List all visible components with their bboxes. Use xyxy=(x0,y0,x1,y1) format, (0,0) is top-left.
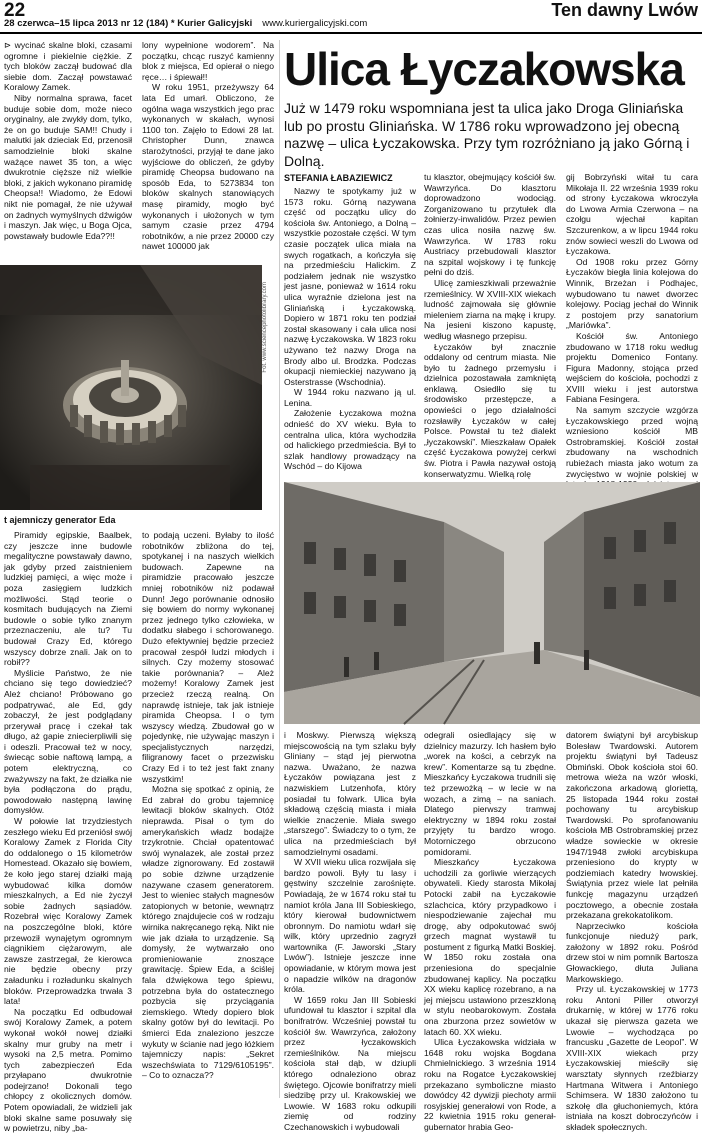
paragraph: Od 1908 roku przez Górny Łyczaków biegła linia kolejowa do Winnik, Brzeżan i Podhajec, wybudowano tu nawet dworzec kolejowy. Pociąg jechał do Winnik z postojem przy sanatorium „Mariówka”. xyxy=(566,256,698,331)
paragraph: W XVII wieku ulica rozwijała się bardzo powoli. Były tu lasy i gęstwiny szczelnie zarośnięte. Powiadają, że w 1674 roku stał tu namiot króla Jana III Sobieskiego, który kierował budownictwem obronnym. Do namiotu wdarł się wilk, który uprzednio zagryzł wartownika (F. Jaworski „Stary Lwów”). Istnieje jeszcze inne opowiadanie, w którym mowa jest o napadzie wilków na dragonów króla. xyxy=(284,857,416,995)
article-top-col2 xyxy=(424,172,556,478)
paragraph: W 1659 roku Jan III Sobieski ufundował tu klasztor i szpital dla bonifratrów. Wcześniej powstał tu kościół św. Wawrzyńca, założony przez łyczakowskich rzemieślników. Na miejscu kościoła stał dąb, w dziupli którego odnaleziono obraz świętego. Ojcowie bonifratrzy mieli siedzibę przy ul. Krakowskiej we Lwowie. W 1683 roku odkupili ziemię od rodziny Czechanowskich i wybudowali xyxy=(284,994,416,1132)
issue-line xyxy=(4,18,367,29)
left-top-col1 xyxy=(4,40,132,260)
paragraph: i Moskwy. Pierwszą większą miejscowością na tym szlaku były Gliniany – stąd jej pierwotna nazwa. Uważano, że nazwa Łyczaków powiązana jest z nazwiskiem Lutzenhofa, który posiadał tu folwark. Ulica była składową częścią miasta i miała wielkie znaczenie. Miała swego „starszego”. Świadczy to o tym, że ulica na przedmieściach był samodzielnymi osadami. xyxy=(284,730,416,857)
generator-photo xyxy=(0,265,262,510)
column-divider xyxy=(279,40,280,1098)
paragraph: Piramidy egipskie, Baalbek, czy jeszcze inne budowle megalityczne powstawały dawno, jak gdyby przed zaistnieniem ludzkiej pamięci, a więc może i poza zasięgiem ludzkich możliwości. Stąd teorie o kosmitach budujących na Ziemi budowle o sobie tylko znanym przeznaczeniu, ale tu? Tu budował Crazy Ed, którego wszyscy dobrze znali. Jak on to robił?? xyxy=(4,530,132,668)
paragraph: Przy ul. Łyczakowskiej w 1773 roku Antoni Piller otworzył drukarnię, w której w 1776 roku ukazał się pierwsza gazeta we Lwowie – wychodząca po francusku „Gazette de Leopol”. W XVIII-XIX wiekach przy Łyczakowskiej mieściły się warsztaty słynnych rzeźbiarzy Hartmana Witwera i Antoniego Schimsera. W 1830 założono tu szkołę dla głuchoniemych, która istniała na koszt dobroczyńców i składek społecznych. xyxy=(566,984,698,1132)
paragraph: ⊳ wycinać skalne bloki, czasami ogromne i piekielnie ciężkie. Z tych bloków zaczął budować dla siebie dom. Zaczął powstawać Koralowy Zamek. xyxy=(4,40,132,93)
article-top-col3 xyxy=(566,172,698,478)
paragraph: Naprzeciwko kościoła funkcjonuje niedużý park, założony w 1892 roku. Pośród drzew stoi w nim pomnik Bartosza Głowackiego, dłuta Juliana Markowskiego. xyxy=(566,920,698,984)
page-number: 22 xyxy=(4,0,26,21)
section-title: Ten dawny Lwów xyxy=(551,0,698,20)
paragraph: lony wypełnione wodorem”. Na początku, chcąc ruszyć kamienny blok z miejsca, Ed opierał o niego ręce… i śpiewał!! xyxy=(142,40,274,82)
article-bottom-col3 xyxy=(566,730,698,1132)
paragraph: Założenie Łyczakowa można odnieść do XV wieku. Była to centralna ulica, która wychodziła od halickiego przedmieścia. Był to szlak handlowy prowadzący na Wschód – do Kijowa xyxy=(284,408,416,472)
paragraph: Łyczaków był znacznie oddalony od centrum miasta. Nie było tu żadnego przemysłu i dzielnica pozostawała zamkniętą enklawą. Osiedlło się tu środowisko przestępcze, a opowieści o jego działalności rozsławiły Łyczaków w całej Polsce. Powstał tu też dialekt „łyczakowski”. Mieszkaław Opałek część Łyczakowa powyżej cerkwi św. Piotra i Pawła nazywał ostoją konserwatyzmu. Wielką rolę xyxy=(424,341,556,479)
article-author: STEFANIA ŁABAZIEWICZ xyxy=(284,173,393,183)
article-title: Ulica Łyczakowska xyxy=(284,43,684,95)
street-illustration xyxy=(284,482,700,724)
paragraph: Na samym szczycie wzgórza Łyczakowskiego przed wojną wzniesiono kościół MB Ostrobramskiej. Kościół został zbudowany na wschodnich rubieżach miasta jako wotum za zwycięstwo w wojnie polskiej w xyxy=(566,405,698,479)
paragraph: Kościół św. Antoniego zbudowano w 1718 roku według projektu Domenico Fontany. Figura Madonny, stojąca przed wejściem do kościoła, pochodzi z XVIII wieku i jest autorstwa Fabiana Fesingera. xyxy=(566,330,698,405)
paragraph: Mieszkańcy Łyczakowa uchodzili za gorliwie wierzących obywateli. Kiedy starosta Mikołaj Potocki zabił na Łyczakowie szlachcica, który przypadkowo i niespodziewanie zajechał mu drogę, aby odpokutować swój grzech magnat wystawił tu postument z figurką Matki Boskiej. W 1850 roku została ona przeniesiona do specjalnie zbudowanej kaplicy. Na początku XX wieku kaplicę rozebrano, a na jej miejscu ustawiono przeszkloną w stylu neobarokowym. Została ona zburzona przez sowietów w latach 60. XX wieku. xyxy=(424,857,556,1037)
paragraph: W połowie lat trzydziestych zeszłego wieku Ed przeniósł swój Koralowy Zamek z Florida City do oddalonego o 15 kilometrów Homestead. Okazało się bowiem, że koło jego starej działki mają wybudować kilka domów mieszkalnych, a Ed nie życzył sobie żadnych sąsiadów. Rozebrał więc Koralowy Zamek na poszczególne bloki, które przewoził wynajętym ogromnym ciągnikiem ciężarowym, ale zawsze zastrzegał, że kierowca nie będzie obecny przy załadunku i rozładunku skalnych bloków. Przeprowadzka trwała 3 lata! xyxy=(4,816,133,1007)
article-lead: Już w 1479 roku wspomniana jest ta ulica jako Droga Gliniańska lub po prostu Gliniańska. W 1786 roku wprowadzono jej obecną nazwę – ulica Łyczakowska. Przy tym rozróżniano ją jako Górną i Dolną. xyxy=(284,100,690,169)
paragraph: Nazwy te spotykamy już w 1573 roku. Górną nazywana część od początku ulicy do kościoła św. Antoniego, a Dolną – wszystkie pozostałe części. W tym czasie początek ulica miała na swych rogatkach, a kończyła się na przedmieściu Halickim. Z podziałem jednak nie wszystko jest jasne, ponieważ w 1614 roku ulica wyraźnie dzielona jest na Gliniańską i Łyczakowską. Dopiero w 1871 roku ten podział został skasowany i cała ulica nosi nazwę Łyczakowska. W 1823 roku używano też nazwy Droga na Brody albo ul. Brodzka. Podczas okupacji niemieckiej nazywano ją Osterstrasse (Wschodnia). xyxy=(284,186,416,387)
photo-credit: Fot. www.sciencephotolibrary.com xyxy=(262,282,268,373)
paragraph: Można się spotkać z opinią, że Ed zabrał do grobu tajemnicę lewitacji bloków skalnych. Otóż nieprawda. Pisał o tym do amerykańskich władz bodajże trzykrotnie. Chciał opatentować swój wynalazek, ale został przez władze zignorowany. Ed zostawił po sobie dziwne urządzenie nazywane czasem generatorem. Jest to wieniec stałych magnesów zatopionych w betonie, wewnątrz którego znajdujecie coś w rodzaju wirnika nakręcanego ręką. Nikt nie wie jak działa to urządzenie. Są domysły, że wytwarzało ono promieniowanie znoszące grawitację. Śpiew Eda, a ściślej fala dźwiękowa tego śpiewu, potrzebna była do ostatecznego pozbycia się przyciągania ziemskiego. Wtedy dopiero blok skalny gotów był do lewitacji. Po śmierci Eda znaleziono jeszcze wykuty w ścianie nad jego łóżkiem tajemniczy napis: „Sekret wszechświata to 7129/6105195”. – Co to oznacza?? xyxy=(142,784,274,1081)
article-bottom-col2 xyxy=(424,730,556,1132)
header-rule xyxy=(0,32,702,34)
left-top-col2 xyxy=(142,40,274,262)
street-photo xyxy=(284,482,700,724)
paragraph: Niby normalna sprawa, facet buduje sobie dom, może nieco oryginalny, ale zwykły dom, tylko, że on go buduje SAM!! Chudy i malutki jak dzieciak Ed, przenosił samodzielnie bloki skalne ważące nawet 35 ton, a więc dwukrotnie cięższe niż wielkie bloki, z jakich wykonano piramidę Cheopsa!! Wiadomo, że Edowi nikt nie pomagał, że nie używał on żadnych wymyślnych dźwigów i maszyn. Jak więc, u Boga Ojca, powstawały budowle Eda??!! xyxy=(4,92,133,241)
paragraph: tu klasztor, obejmujący kościół św. Wawrzyńca. Do klasztoru doprowadzono wodociąg. Zorganizowano tu przytułek dla żołnierzy-inwalidów. Przez pewien czas ulica nosiła nazwę św. Wawrzyńca. W 1783 roku Austriacy przebudowali klasztor na szpital wojskowy i tę funkcję pełni do dziś. xyxy=(424,172,556,278)
article-bottom-col1 xyxy=(284,730,416,1132)
issue-info: 28 czerwca–15 lipca 2013 nr 12 (184) * Kurier Galicyjski xyxy=(4,18,253,29)
paragraph: Na początku Ed odbudował swój Koralowy Zamek, a potem wykonał wokół nowej działki skalny mur gruby na metr i wysoki na 2,5 metra. Pomimo tych zabezpieczeń Eda przyłapano dwukrotnie podejrzano! Dokonali tego chłopcy z okolicznych domów. Potem opowiadali, że widzieli jak bloki skalne same posuwały się w powietrzu, niby „ba- xyxy=(4,1006,132,1134)
paragraph: Myślicie Państwo, że nie chciano się tego dowiedzieć? Ależ chciano! Próbowano go podpatrywać, ale Ed, gdy zobaczył, że jest podglądany przerywał pracę i czekał tak długo, aż gapie zniecierpliwili się i odeszli. Pracował też w nocy, świecąc sobie naftową lampą, a potem elektryczną, co zważywszy na fakt, że działka nie była podłączona do prądu, powodowało następną lawinę domysłów. xyxy=(4,667,133,816)
left-bottom-col1 xyxy=(4,530,133,1134)
paragraph: Ulicę zamieszkiwali przeważnie rzemieślnicy. W XVIII-XIX wiekach ludność zajmowała się głównie mieleniem ziarna na mąkę i krupy. Na jesieni kiszono kapustę, według własnego przepisu. xyxy=(424,277,556,341)
paragraph: to podają uczeni. Byłaby to ilość robotników zbliżona do tej, spotykanej i na naszych wielkich budowach. Zapewne na piramidzie pracowało jeszcze mniej robotników niż podawał Dunn! Jego porównanie odnosiło się bowiem do normy wykonanej przez jednego tylko człowieka, w dodatku słabego i schorowanego. Dużo efektywniej będzie przecież pracował zespół ludzi młodych i silnych. Czy możemy stosować takie porównania? – Ależ możemy! Koralowy Zamek jest przecież rzeczą realną. On naprawdę istnieje, tak jak istnieje piramida Cheopsa. I o tym wszyscy wiedzą. Zbudował go w pojedynkę, nie używając maszyn i specjalistycznych narzędzi, filigranowy facet o przezwisku Crazy Ed i to też jest fakt znany wszystkim! xyxy=(142,530,274,784)
paragraph: Ulica Łyczakowska widziała w 1648 roku wojska Bogdana Chmielnickiego. 3 września 1914 roku na Rogatce Łyczakowskiej przekazano symboliczne miasto dowódcy 42 dywizji piechoty armii rosyjskiej generałowi von Rode, a 22 kwietnia 1915 roku generał-gubernator hrabia Geo- xyxy=(424,1037,556,1132)
generator-illustration xyxy=(0,265,262,510)
left-bottom-col2 xyxy=(142,530,274,1100)
photo-caption: t ajemniczy generator Eda xyxy=(4,515,116,525)
article-top-col1 xyxy=(284,186,416,478)
paragraph: odegrali osiedlający się w dzielnicy mazurzy. Ich hasłem było „worek na kości, a cebrzyk na krew”. Komentarze są tu zbędne. Mieszkańcy Łyczakowa trudnili się też przewożką – w lecie w na wozach, a zimą – na saniach. Dlatego pierwszy tramwaj elektryczny w 1894 roku został przyjęty tu bardzo wrogo. Motorniczego obrzucono pomidorami. xyxy=(424,730,556,857)
website-link[interactable]: www.kuriergalicyjski.com xyxy=(262,18,368,29)
paragraph: gij Bobrzyński witał tu cara Mikołaja II. 22 września 1939 roku od strony Łyczakowa wkroczyła do Lwowa Armia Czerwona – na czołgu wjechał kapitan Szczurenkow, a w lipcu 1944 roku znów sowieci weszli do Lwowa od Łyczakowa. xyxy=(566,172,698,257)
paragraph: W roku 1951, przeżywszy 64 lata Ed umarł. Obliczono, że ogólna waga wszystkich jego prac wykonanych w skałach, wynosi 1100 ton. Zajęło to Edowi 28 lat. Christopher Dunn, znawca starożytności, przyjął te dane jako wyjściowe do obliczeń, że gdyby piramidę Cheopsa budowano na sposób Eda, to 5273834 ton bloków skalnych stanowiących masę piramidy, mogło być wykonanych i ułożonych w tym samym czasie przez 4794 robotników, a nie przez 20000 czy nawet 100000 jak xyxy=(142,82,274,252)
paragraph: datorem świątyni był arcybiskup Bolesław Twardowski. Autorem projektu świątyni był Tadeusz Obmiński. Obok kościoła stoi 60. metrowa wieża na wzór włoski, zakończona arkadową gloriettą, 25 listopada 1944 roku został pochowany tu arcybiskup Twardowski. Po sprofanowaniu kościoła MB Ostrobramskiej przez władze sowieckie w okresie 1947/1948 zwłoki arcybiskupa przeniesiono do krypty w podziemiach katedry lwowskiej. Świątynia przez wiele lat pełniła funkcję magazynu urządzeń pocztowego, a obecnie została przekazana grekokatolikom. xyxy=(566,730,698,921)
paragraph: W 1944 roku nazwano ją ul. Lenina. xyxy=(284,387,416,408)
page-header xyxy=(0,0,702,34)
